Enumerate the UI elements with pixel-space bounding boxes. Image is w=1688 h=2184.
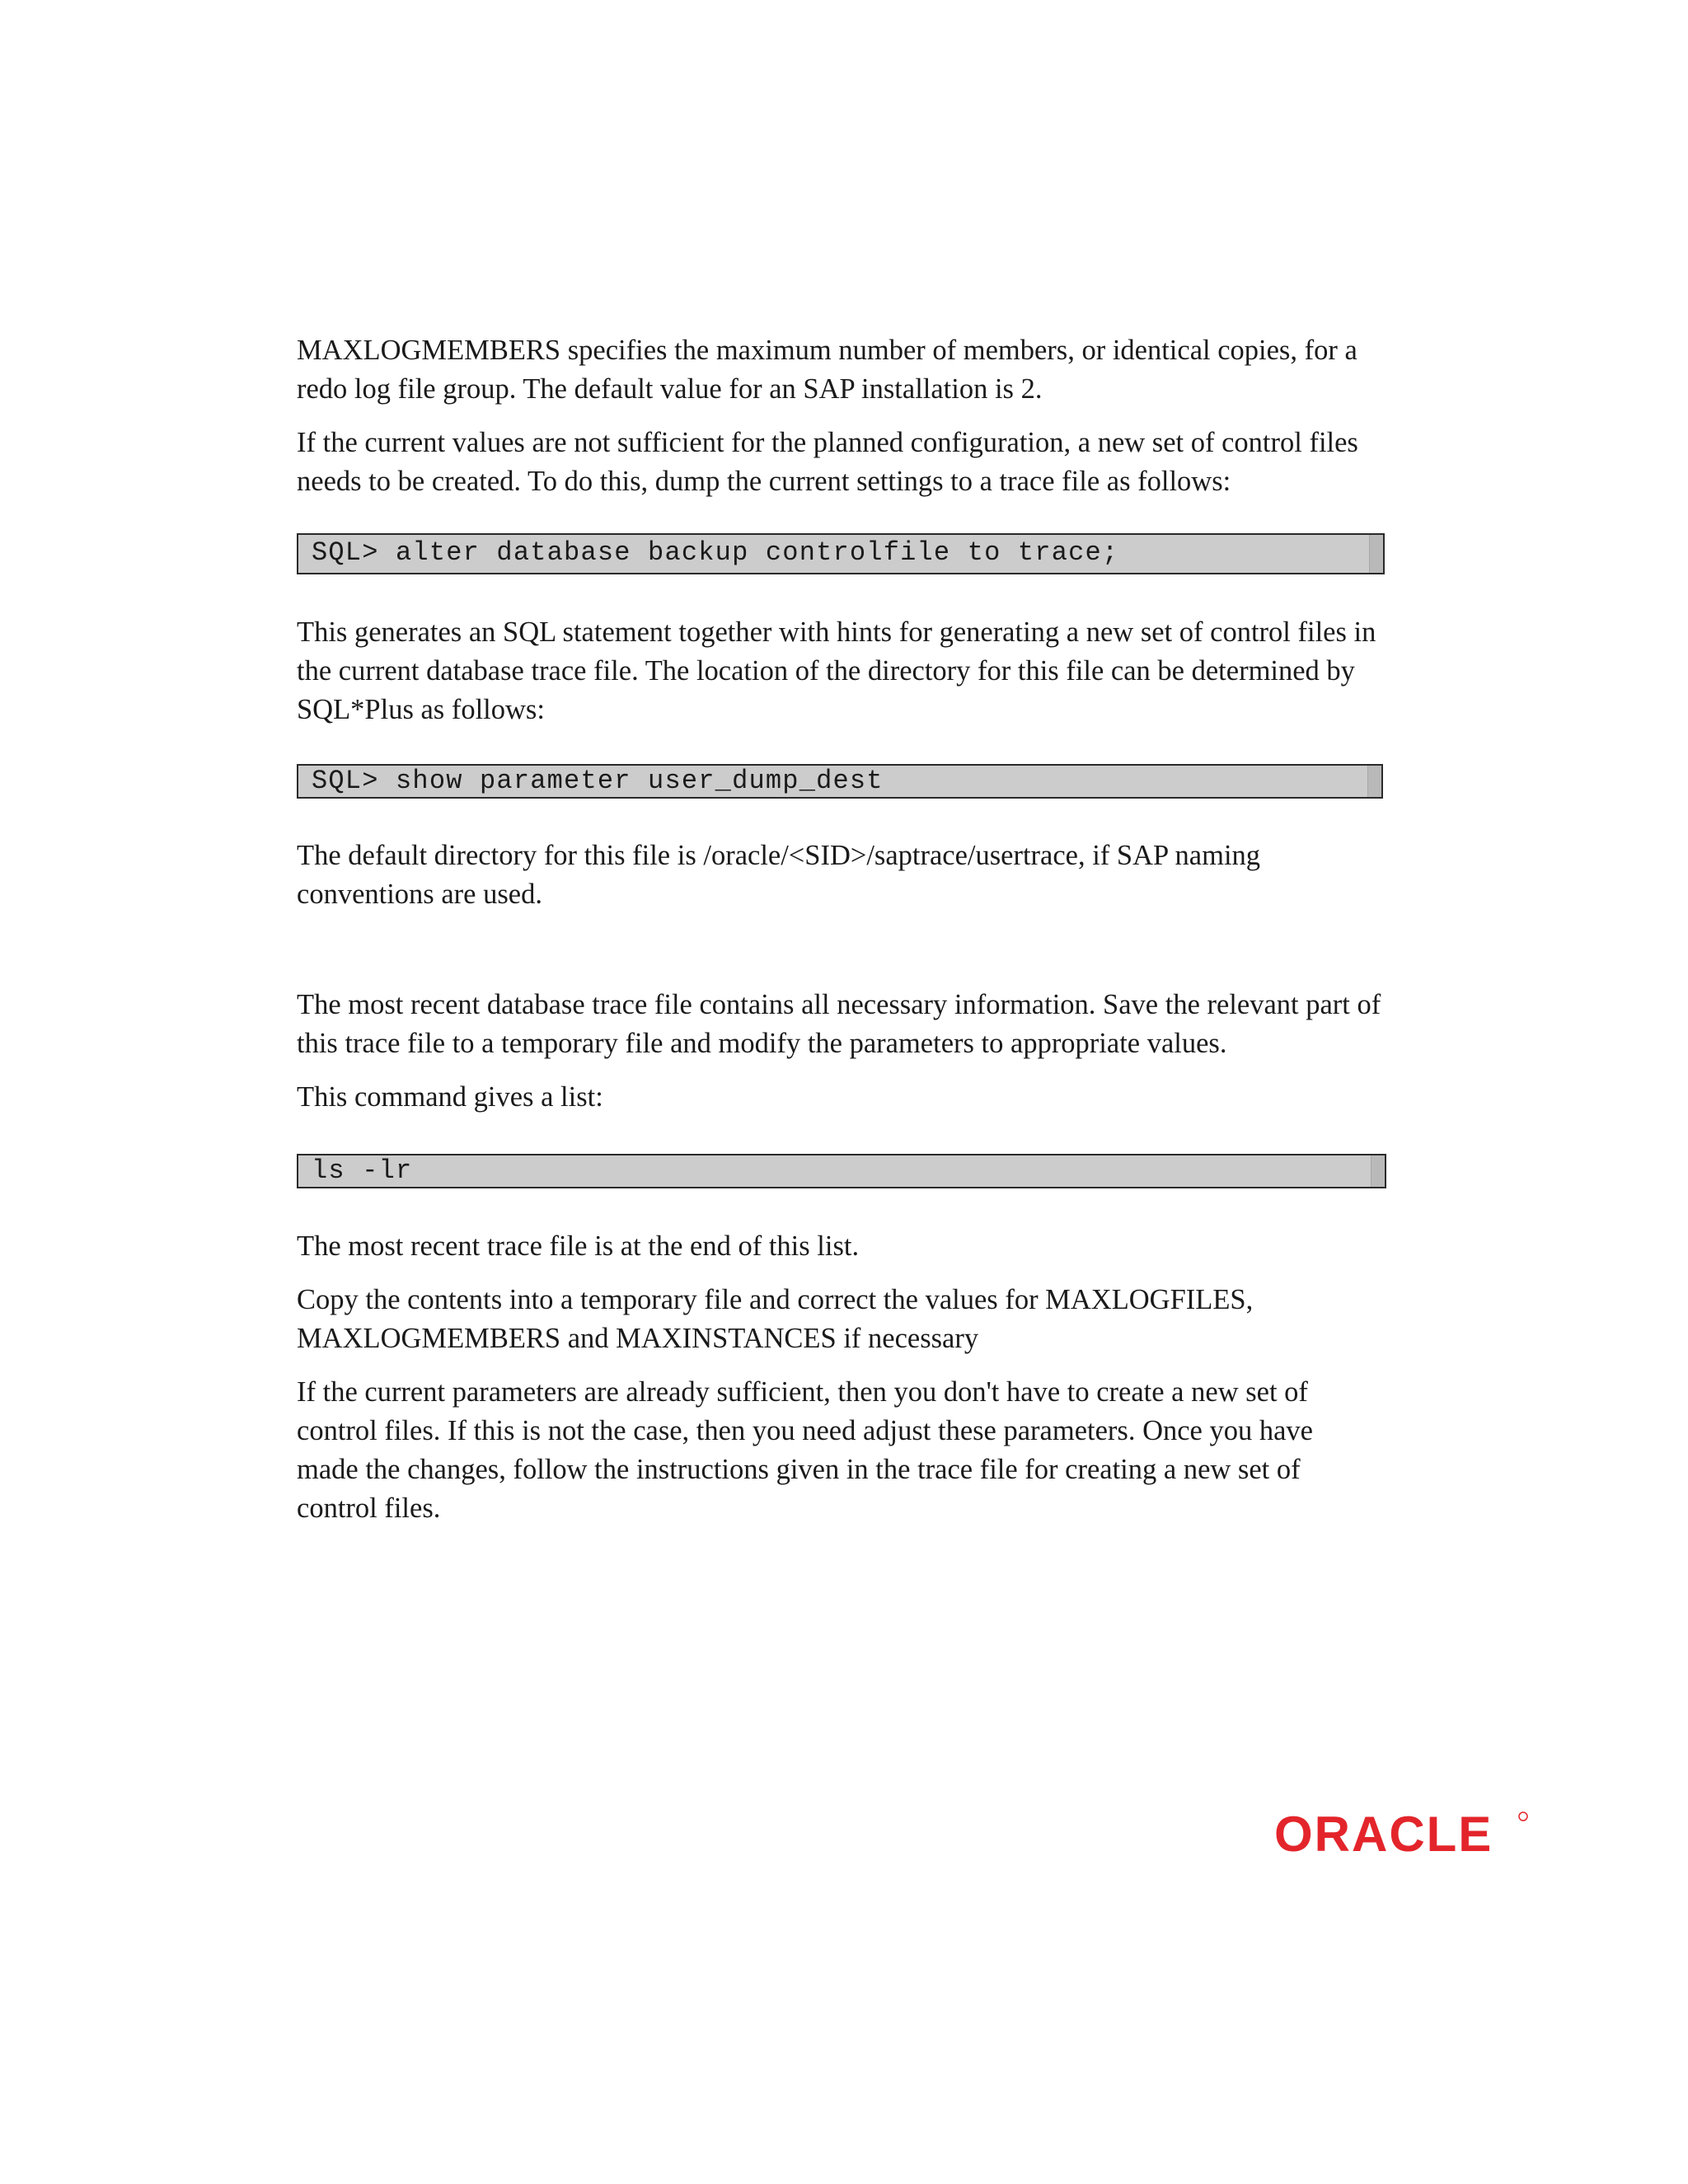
paragraph-command-list: This command gives a list: (297, 1081, 603, 1113)
code-block-ls: ls -lr (297, 1154, 1386, 1188)
registered-mark-icon (1519, 1812, 1527, 1821)
paragraph-end-of-list: The most recent trace file is at the end of this list. (297, 1230, 860, 1262)
code-block-show-parameter: SQL> show parameter user_dump_dest (297, 764, 1383, 799)
paragraph-default-directory: The default directory for this file is /oracle/<SID>/saptrace/usertrace, if SAP naming conventions are used. (297, 840, 1261, 910)
oracle-logo (1274, 1808, 1530, 1858)
paragraph-parameters-sufficient: If the current parameters are already sufficient, then you don't have to create a new set of control files. If this is not the case, then you need adjust these parameters. Once you have made the changes, follow the instructions given in the trace file for creating a new set of control files. (297, 1376, 1313, 1524)
oracle-logo-text: ORACLE (1274, 1808, 1493, 1858)
paragraph-insufficient-values: If the current values are not sufficient for the planned configuration, a new set of control files needs to be created. To do this, dump the current settings to a trace file as follows: (297, 427, 1358, 497)
paragraph-sql-statement: This generates an SQL statement together with hints for generating a new set of control files in the current database trace file. The location of the directory for this file can be determined by SQL*Plus as follows: (297, 616, 1376, 725)
page-content (297, 331, 1393, 1528)
paragraph-maxlogmembers: MAXLOGMEMBERS specifies the maximum number of members, or identical copies, for a redo log file group. The default value for an SAP installation is 2. (297, 335, 1357, 405)
code-block-backup-controlfile: SQL> alter database backup controlfile to trace; (297, 533, 1385, 574)
paragraph-copy-contents: Copy the contents into a temporary file and correct the values for MAXLOGFILES, MAXLOGMEMBERS and MAXINSTANCES if necessary (297, 1284, 1254, 1354)
paragraph-most-recent-trace: The most recent database trace file contains all necessary information. Save the relevant part of this trace file to a temporary file and modify the parameters to appropriate values. (297, 989, 1381, 1059)
